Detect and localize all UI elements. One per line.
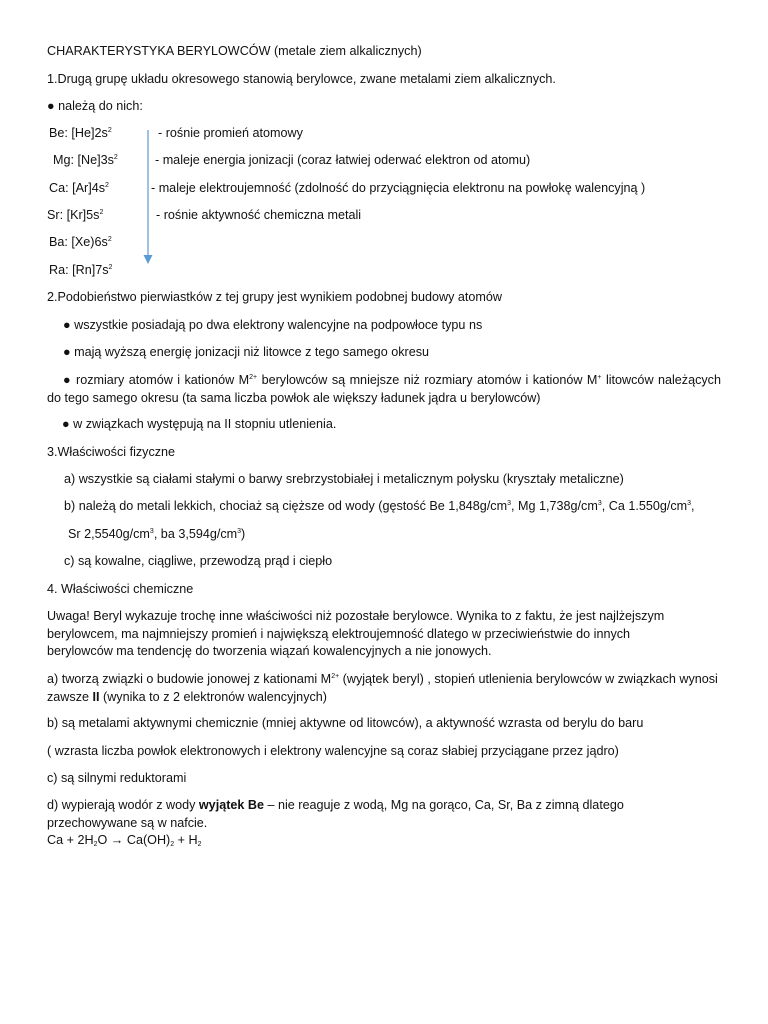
section-4-item-a: a) tworzą związki o budowie jonowej z kationami $M^{2+}$ (wyjątek beryl) , stopień utlenienia berylowców w związkach wynosi zawsze II (wynika to z 2 elektronów walencyjnych) — [47, 672, 718, 704]
section-2-bullet-2: ● mają wyższą energię jonizacji niż litowce z tego samego okresu — [63, 345, 429, 359]
section-1-heading: 1.Drugą grupę układu okresowego stanowią berylowce, zwane metalami ziem alkalicznych. — [47, 72, 556, 86]
element-ra: Ra: $[Rn]7s^2$ — [49, 263, 113, 277]
section-4-parenthetical: ( wzrasta liczba powłok elektronowych i elektrony walencyjne są coraz słabiej przyciągane przez jądro) — [47, 744, 619, 758]
section-1-bullet: ● należą do nich: — [47, 99, 143, 113]
section-4-note: Uwaga! Beryl wykazuje trochę inne właściwości niż pozostałe berylowce. Wynika to z faktu, że jest najlżejszym berylowcem, ma najmniejszy promień i największą elektroujemność dlatego w przeciwieństwie do innych berylowców ma tendencję do tworzenia wiązań kowalencyjnych a nie jonowych. — [47, 609, 665, 658]
section-3-heading: 3.Właściwości fizyczne — [47, 445, 176, 459]
element-ca: Ca: $[Ar]4s^2$ — [49, 181, 109, 195]
section-4-item-b: b) są metalami aktywnymi chemicznie (mniej aktywne od litowców), a aktywność wzrasta od berylu do baru — [47, 716, 644, 730]
section-3-item-c: c) są kowalne, ciągliwe, przewodzą prąd i ciepło — [64, 554, 333, 568]
down-arrow-icon — [140, 128, 156, 268]
element-sr: Sr: $[Kr]5s^2$ — [47, 208, 104, 222]
section-4-item-d: d) wypierają wodór z wody wyjątek Be – nie reaguje z wodą, Mg na gorąco, Ca, Sr, Ba z zimną dlatego przechowywane są w nafcie. — [47, 798, 624, 830]
section-3-item-b-cont: Sr $2,5540g/cm^3$, ba $3,594g/cm^3$) — [68, 527, 246, 541]
trend-ionization: - maleje energia jonizacji (coraz łatwiej oderwać elektron od atomu) — [155, 153, 531, 167]
chemical-equation: $Ca + 2H_2O \to Ca(OH)_2 + H_2$ — [47, 833, 202, 848]
section-4-item-c: c) są silnymi reduktorami — [47, 771, 187, 785]
section-3-item-b: b) należą do metali lekkich, chociaż są cięższe od wody (gęstość Be $1,848g/cm^3$, Mg $1,738g/cm^3$, Ca $1.550g/cm^3$, — [64, 499, 695, 513]
section-2-heading: 2.Podobieństwo pierwiastków z tej grupy jest wynikiem podobnej budowy atomów — [47, 290, 503, 304]
trend-radius: - rośnie promień atomowy — [158, 126, 303, 140]
document-title: CHARAKTERYSTYKA BERYLOWCÓW (metale ziem alkalicznych) — [47, 44, 422, 58]
section-2-bullet-1: ● wszystkie posiadają po dwa elektrony walencyjne na podpowłoce typu ns — [63, 318, 483, 332]
element-be: Be: $[He]2s^2$ — [49, 126, 112, 140]
element-mg: Mg: $[Ne]3s^2$ — [53, 153, 118, 167]
section-4-heading: 4. Właściwości chemiczne — [47, 582, 194, 596]
trend-activity: - rośnie aktywność chemiczna metali — [156, 208, 362, 222]
section-2-bullet-4: ● w związkach występują na II stopniu utlenienia. — [62, 417, 337, 431]
element-ba: Ba: $[Xe)6s^2$ — [49, 235, 112, 249]
section-3-item-a: a) wszystkie są ciałami stałymi o barwy srebrzystobiałej i metalicznym połysku (kryształy metaliczne) — [64, 472, 624, 486]
trend-electronegativity: - maleje elektroujemność (zdolność do przyciągnięcia elektronu na powłokę walencyjną ) — [151, 181, 646, 195]
section-2-bullet-3: ● rozmiary atomów i kationów $M^{2+}$ berylowców są mniejsze niż rozmiary atomów i kationów M+ litowców należących do tego samego okresu (ta sama liczba powłok ale większy ładunek jądra u berylowców) — [47, 373, 721, 405]
